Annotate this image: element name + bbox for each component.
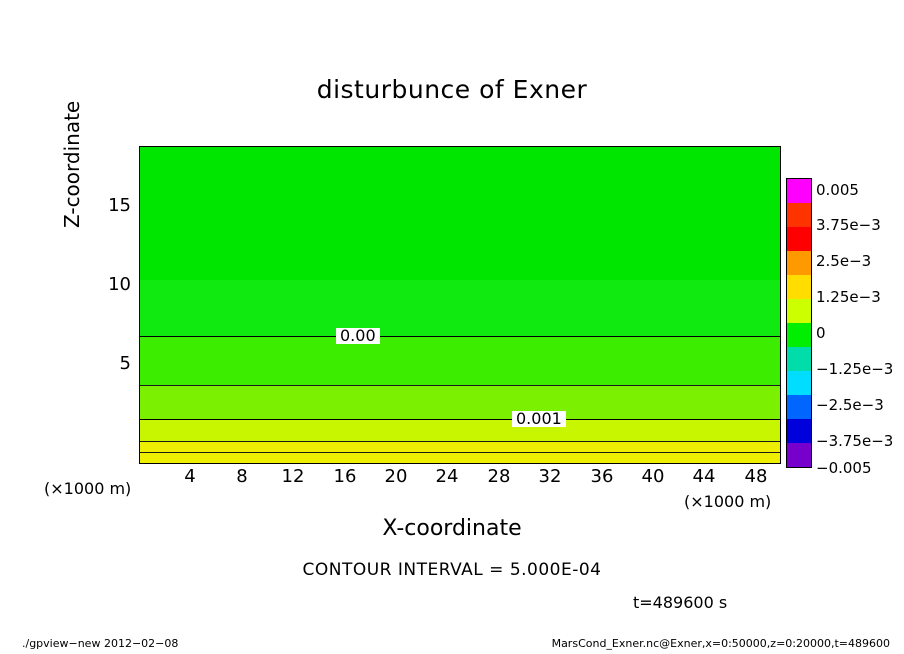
contour-line-zero bbox=[140, 336, 780, 337]
contour-interval-text: CONTOUR INTERVAL = 5.000E-04 bbox=[302, 560, 602, 580]
colorbar-cell bbox=[787, 371, 811, 395]
contour-line bbox=[140, 385, 780, 386]
x-tick: 44 bbox=[692, 466, 716, 487]
colorbar-label: 0.005 bbox=[816, 181, 859, 199]
colorbar-cell bbox=[787, 299, 811, 323]
colorbar-cell bbox=[787, 419, 811, 443]
colorbar-label: −2.5e−3 bbox=[816, 396, 884, 414]
page-title: disturbunce of Exner bbox=[316, 75, 588, 104]
x-tick: 20 bbox=[384, 466, 408, 487]
x-tick: 24 bbox=[435, 466, 459, 487]
footer-left: ./gpview−new 2012−02−08 bbox=[22, 637, 179, 650]
colorbar-cell bbox=[787, 227, 811, 251]
colorbar-cell bbox=[787, 251, 811, 275]
contour-fill bbox=[140, 147, 780, 463]
colorbar-cell bbox=[787, 347, 811, 371]
x-tick: 8 bbox=[236, 466, 248, 487]
colorbar-label: −1.25e−3 bbox=[816, 360, 894, 378]
colorbar-cell bbox=[787, 179, 811, 203]
contour-line bbox=[140, 441, 780, 442]
field-band bbox=[140, 147, 780, 280]
colorbar-cell bbox=[787, 275, 811, 299]
contour-line-0001 bbox=[140, 419, 780, 420]
footer-right: MarsCond_Exner.nc@Exner,x=0:50000,z=0:20000,t=489600 bbox=[551, 637, 890, 650]
y-tick: 10 bbox=[108, 274, 131, 295]
y-axis-ticks bbox=[85, 146, 131, 464]
colorbar-cell bbox=[787, 323, 811, 347]
colorbar-cell bbox=[787, 443, 811, 467]
colorbar-label: −3.75e−3 bbox=[816, 432, 894, 450]
colorbar-labels bbox=[816, 178, 900, 477]
contour-label-zero: 0.00 bbox=[336, 328, 380, 344]
x-axis-label: X-coordinate bbox=[382, 516, 522, 541]
x-tick: 48 bbox=[744, 466, 768, 487]
x-tick: 16 bbox=[333, 466, 357, 487]
colorbar-cell bbox=[787, 203, 811, 227]
y-axis-unit: (×1000 m) bbox=[44, 479, 132, 498]
field-band bbox=[140, 336, 780, 385]
field-band bbox=[140, 385, 780, 419]
x-axis-ticks bbox=[139, 466, 781, 492]
x-tick: 4 bbox=[184, 466, 196, 487]
x-tick: 40 bbox=[641, 466, 665, 487]
plot-area bbox=[139, 146, 781, 464]
x-tick: 32 bbox=[538, 466, 562, 487]
time-label: t=489600 s bbox=[633, 593, 728, 612]
x-axis-unit: (×1000 m) bbox=[684, 492, 772, 511]
colorbar-label: −0.005 bbox=[816, 459, 872, 477]
y-tick: 15 bbox=[108, 195, 131, 216]
x-tick: 36 bbox=[590, 466, 614, 487]
colorbar bbox=[786, 178, 812, 468]
colorbar-label: 0 bbox=[816, 324, 826, 342]
colorbar-label: 1.25e−3 bbox=[816, 288, 881, 306]
x-tick: 28 bbox=[487, 466, 511, 487]
y-axis-label: Z-coordinate bbox=[60, 100, 84, 228]
colorbar-cell bbox=[787, 395, 811, 419]
x-tick: 12 bbox=[281, 466, 305, 487]
colorbar-label: 2.5e−3 bbox=[816, 252, 872, 270]
contour-line bbox=[140, 452, 780, 453]
contour-label-0001: 0.001 bbox=[512, 411, 566, 427]
colorbar-label: 3.75e−3 bbox=[816, 216, 881, 234]
y-tick: 5 bbox=[119, 353, 131, 374]
field-band bbox=[140, 280, 780, 336]
field-band bbox=[140, 419, 780, 441]
